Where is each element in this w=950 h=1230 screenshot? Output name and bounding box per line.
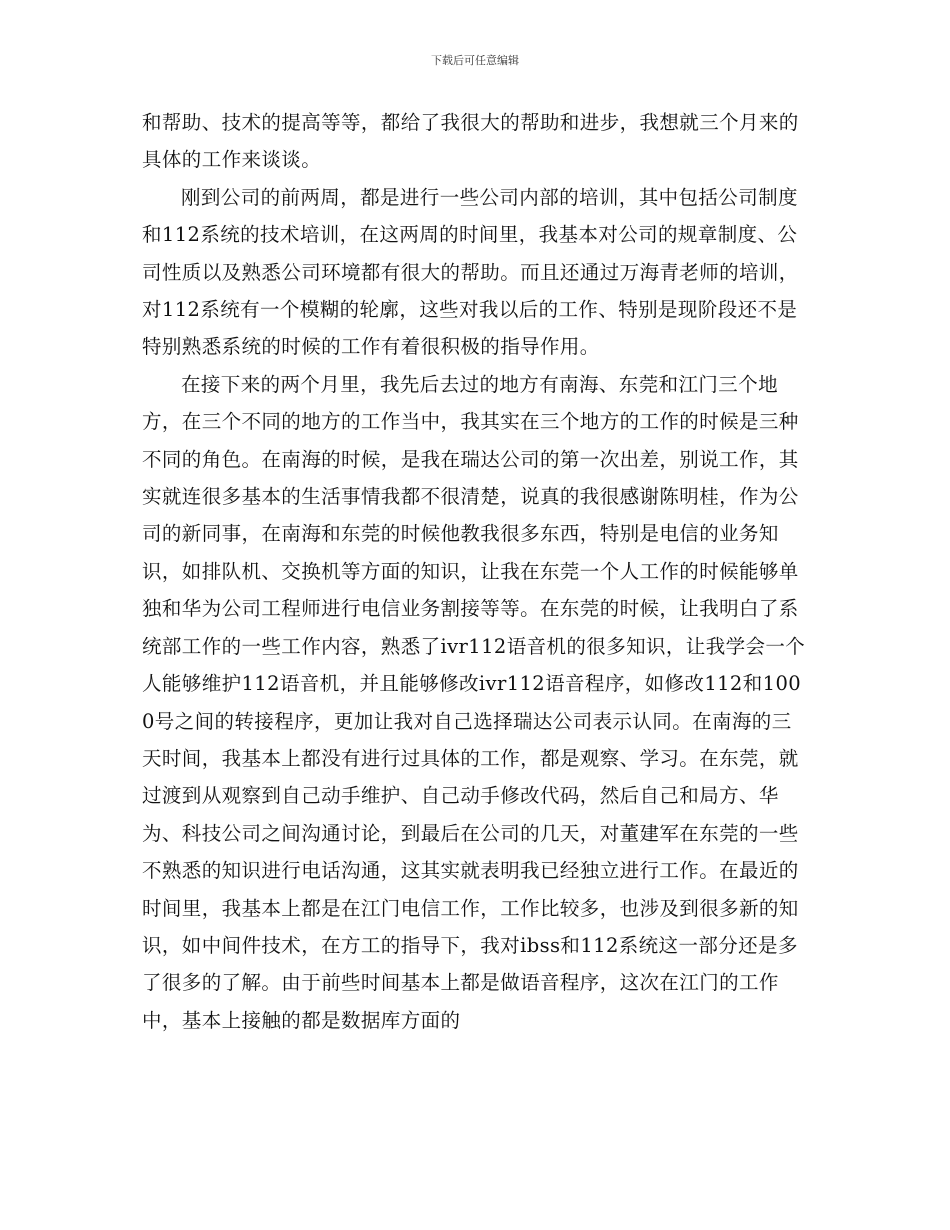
- paragraph-2: 刚到公司的前两周，都是进行一些公司内部的培训，其中包括公司制度和112系统的技术培训，在这两周的时间里，我基本对公司的规章制度、公司性质以及熟悉公司环境都有很大的帮助。而且还通过万海青老师的培训，对112系统有一个模糊的轮廓，这些对我以后的工作、特别是现阶段还不是特别熟悉系统的时候的工作有着很积极的指导作用。: [142, 185, 799, 359]
- page-header: 下载后可任意编辑: [431, 54, 519, 67]
- document-body: [142, 104, 810, 1039]
- paragraph-1: 和帮助、技术的提高等等，都给了我很大的帮助和进步，我想就三个月来的具体的工作来谈谈。: [142, 111, 799, 172]
- paragraph-3: 在接下来的两个月里，我先后去过的地方有南海、东莞和江门三个地方，在三个不同的地方的工作当中，我其实在三个地方的工作的时候是三种不同的角色。在南海的时候，是我在瑞达公司的第一次出差，别说工作，其实就连很多基本的生活事情我都不很清楚，说真的我很感谢陈明桂，作为公司的新同事，在南海和东莞的时候他教我很多东西，特别是电信的业务知识，如排队机、交换机等方面的知识，让我在东莞一个人工作的时候能够单独和华为公司工程师进行电信业务割接等等。在东莞的时候，让我明白了系统部工作的一些工作内容，熟悉了ivr112语音机的很多知识，让我学会一个人能够维护112语音机，并且能够修改ivr112语音程序，如修改112和1000号之间的转接程序，更加让我对自己选择瑞达公司表示认同。在南海的三天时间，我基本上都没有进行过具体的工作，都是观察、学习。在东莞，就过渡到从观察到自己动手维护、自己动手修改代码，然后自己和局方、华为、科技公司之间沟通讨论，到最后在公司的几天，对董建军在东莞的一些不熟悉的知识进行电话沟通，这其实就表明我已经独立进行工作。在最近的时间里，我基本上都是在江门电信工作，工作比较多，也涉及到很多新的知识，如中间件技术，在方工的指导下，我对ibss和112系统这一部分还是多了很多的了解。由于前些时间基本上都是做语音程序，这次在江门的工作中，基本上接触的都是数据库方面的: [142, 372, 806, 1032]
